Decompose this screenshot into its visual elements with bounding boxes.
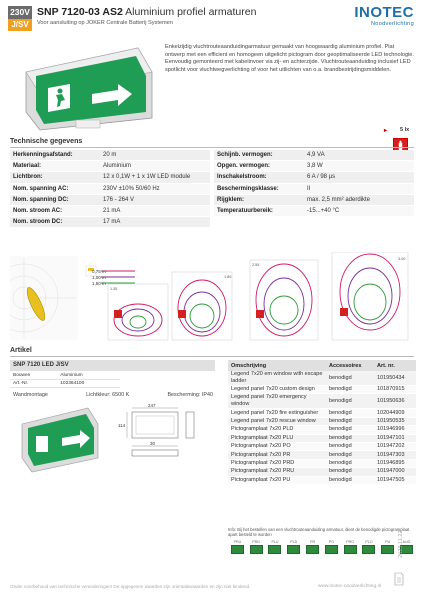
cell-artnr: 101870915 xyxy=(374,386,416,394)
cell-artnr: 101947303 xyxy=(374,451,416,459)
document-icon xyxy=(394,572,404,586)
color-temperature: Lichtkleur: 6500 K xyxy=(86,392,130,398)
cell-description: Pictogramplaat 7x20 PR xyxy=(228,451,326,459)
spec-key: Inschakelstroom: xyxy=(214,172,304,183)
cell-type: benodigd xyxy=(326,459,374,467)
isolux-height-label: 3.00 xyxy=(398,257,406,261)
dimension-height: 114 xyxy=(118,423,126,428)
cell-artnr: 101947000 xyxy=(374,468,416,476)
spec-row xyxy=(10,217,210,228)
accessories-note: Info: Bij het bestellen van een vluchtrouteaanduiding armatuur, dient de benodigde pictogramplaat apart besteld te worden xyxy=(228,527,410,538)
pictogram-icon xyxy=(287,545,300,554)
isolux-height-label: 1.35 xyxy=(110,287,118,291)
pictogram-label: PO xyxy=(328,540,334,544)
pictogram-item xyxy=(341,540,360,554)
spec-value: II xyxy=(304,183,414,194)
cell-type: benodigd xyxy=(326,394,374,409)
distance-value: 5 lx xyxy=(400,127,410,133)
cell-type: benodigd xyxy=(326,417,374,425)
distance-legend xyxy=(86,266,135,286)
spec-key: Rijgklem: xyxy=(214,194,304,205)
isolux-diagram xyxy=(332,252,408,340)
pictogram-icon xyxy=(268,545,281,554)
table-row xyxy=(228,459,416,467)
table-row xyxy=(228,394,416,409)
article-section-title: Artikel xyxy=(10,347,32,354)
page-title xyxy=(37,6,256,19)
dimension-depth: 30 xyxy=(150,441,156,446)
cell-type: benodigd xyxy=(326,434,374,442)
column-header: Accessoires xyxy=(326,360,374,371)
table-row xyxy=(228,451,416,459)
cell-description: Pictogramplaat 7x20 PRD xyxy=(228,459,326,467)
spec-row xyxy=(214,150,414,161)
top-view-drawing xyxy=(132,441,178,456)
table-row xyxy=(228,409,416,417)
cell-description: Legend panel 7x20 fire extinguisher xyxy=(228,409,326,417)
cell-description: Legend 7x20 em window with escape ladder xyxy=(228,371,326,386)
info-value: Aluminium xyxy=(57,372,120,380)
legend-label: 1,00 m xyxy=(92,275,106,280)
spec-row xyxy=(10,194,210,205)
legend-label: 1,50 m xyxy=(92,281,106,286)
light-distribution-diagrams xyxy=(10,252,414,344)
cell-description: Pictogramplaat 7x20 PLD xyxy=(228,426,326,434)
product-photo xyxy=(20,42,162,134)
pictogram-icon xyxy=(344,545,357,554)
cell-description: Legend panel 7x20 rescue window xyxy=(228,417,326,425)
spec-value: -15...+40 °C xyxy=(304,206,414,217)
footer-website: www.inotec-noodverlichting.nl xyxy=(318,584,382,589)
spec-value: 230V ±10% 50/60 Hz xyxy=(100,183,210,194)
cell-artnr: 102044909 xyxy=(374,409,416,417)
front-view-drawing xyxy=(118,403,178,438)
product-family: Aluminium profiel armaturen xyxy=(122,6,257,18)
pictogram-icon xyxy=(362,545,375,554)
section-divider xyxy=(10,356,414,357)
pictogram-label: PRO xyxy=(346,540,355,544)
cell-type: benodigd xyxy=(326,451,374,459)
spec-key: Nom. spanning AC: xyxy=(10,183,100,194)
brand-tagline: Noodverlichting xyxy=(370,21,414,27)
product-code: SNP 7120-03 AS2 xyxy=(37,6,123,18)
spec-row xyxy=(214,161,414,172)
isolux-diagram xyxy=(108,284,168,340)
spec-value: 21 mA xyxy=(100,206,210,217)
table-row xyxy=(228,386,416,394)
spec-row xyxy=(10,161,210,172)
spec-row xyxy=(10,206,210,217)
footer-disclaimer: Onder voorbehoud van technische veranderingen! De opgegeven waarden zijn orientatiewaarden en zijn niet bindend. xyxy=(10,584,251,589)
page-subtitle: Voor aansluiting op JOKER Centrale Batterij Systemen xyxy=(37,20,173,26)
table-row xyxy=(228,442,416,450)
spec-value: Aluminium xyxy=(100,161,210,172)
pictogram-item xyxy=(303,540,322,554)
cell-artnr: 101946996 xyxy=(374,426,416,434)
product-description: Enkelzijdig vluchtrouteaanduidingarmatuur gemaakt van hoogwaardig aluminium profiel. Plat ontwerp met een efficient en homogeen uitgelicht pictogram door geoptimaliseerde LED technologie. Eenvoudig gemonteerd met kabelinvoer via zij- en achterzijde. Vluchtrouteaanduiding inclusief LED spotlicht voor vluchtwegverlichting of voor het uitlichten van o.a. brandbestrijdingsmiddelen. xyxy=(165,44,414,73)
pictogram-item xyxy=(266,540,285,554)
pictogram-item xyxy=(228,540,247,554)
voltage-label: 230V xyxy=(8,6,32,19)
info-value: 102364100 xyxy=(57,380,120,388)
table-row xyxy=(10,380,120,388)
table-row xyxy=(228,417,416,425)
cell-artnr: 101947101 xyxy=(374,434,416,442)
pictogram-label: PLO xyxy=(365,540,373,544)
spec-table-right xyxy=(214,150,414,217)
ip-rating: Bescherming: IP40 xyxy=(167,392,213,398)
pictogram-label: PRU xyxy=(233,540,242,544)
table-row xyxy=(228,476,416,484)
spec-value: max. 2,5 mm² aderdikte xyxy=(304,194,414,205)
cell-type: benodigd xyxy=(326,371,374,386)
pictogram-icon xyxy=(306,545,319,554)
pictogram-item xyxy=(360,540,379,554)
legend-label: 0,75 m xyxy=(92,269,106,274)
tech-section-title: Technische gegevens xyxy=(10,138,83,145)
table-row xyxy=(228,434,416,442)
accessories-table xyxy=(228,360,416,485)
spec-row xyxy=(10,172,210,183)
info-key: Art.-Nr. xyxy=(10,380,57,388)
pictogram-item xyxy=(284,540,303,554)
spec-key: Lichtbron: xyxy=(10,172,100,183)
cell-description: Pictogramplaat 7x20 PLU xyxy=(228,434,326,442)
cell-artnr: 101950636 xyxy=(374,394,416,409)
spec-table-left xyxy=(10,150,210,228)
spec-value: 3,8 W xyxy=(304,161,414,172)
spec-value: 176 - 264 V xyxy=(100,194,210,205)
cell-type: benodigd xyxy=(326,476,374,484)
pictogram-icon xyxy=(231,545,244,554)
column-header: Omschrijving xyxy=(228,360,326,371)
isolux-diagram xyxy=(172,272,232,340)
spec-row xyxy=(214,194,414,205)
cell-description: Legend panel 7x20 custom design xyxy=(228,386,326,394)
table-row xyxy=(228,426,416,434)
cell-artnr: 101947202 xyxy=(374,442,416,450)
spec-value: 12 x 0,1W + 1 x 1W LED module xyxy=(100,172,210,183)
brand-logo xyxy=(354,5,414,27)
pictogram-icon xyxy=(250,545,263,554)
spec-value: 17 mA xyxy=(100,217,210,228)
spec-key: Opgen. vermogen: xyxy=(214,161,304,172)
cell-artnr: 101950535 xyxy=(374,417,416,425)
cell-type: benodigd xyxy=(326,426,374,434)
pictogram-icon xyxy=(325,545,338,554)
spec-value: 4,9 VA xyxy=(304,150,414,161)
spec-key: Nom. spanning DC: xyxy=(10,194,100,205)
info-key: Bouwen xyxy=(10,372,57,380)
article-properties xyxy=(13,392,213,398)
spec-key: Schijnb. vermogen: xyxy=(214,150,304,161)
distance-marker: ▸ xyxy=(384,128,388,134)
pictogram-icon xyxy=(381,545,394,554)
pictogram-label: PLU xyxy=(271,540,279,544)
cell-type: benodigd xyxy=(326,442,374,450)
table-row xyxy=(10,372,120,380)
cell-description: Pictogramplaat 7x20 PU xyxy=(228,476,326,484)
spec-key: Beschermingsklasse: xyxy=(214,183,304,194)
pictogram-item xyxy=(378,540,397,554)
pictogram-label: PU xyxy=(385,540,391,544)
spec-row xyxy=(10,183,210,194)
article-product-name: SNP 7120 LED J/SV xyxy=(10,360,215,371)
article-info-table xyxy=(10,372,120,388)
pictogram-label: AUG xyxy=(402,540,411,544)
mount-type: Wandmontage xyxy=(13,392,48,398)
column-header: Art. nr. xyxy=(374,360,416,371)
cell-artnr: 101950434 xyxy=(374,371,416,386)
system-label: J/SV xyxy=(8,19,32,31)
dimension-drawing xyxy=(20,402,220,482)
voltage-badge xyxy=(8,6,32,31)
spec-row xyxy=(214,183,414,194)
spec-row xyxy=(214,172,414,183)
cell-type: benodigd xyxy=(326,386,374,394)
table-row xyxy=(228,371,416,386)
cell-artnr: 101947505 xyxy=(374,476,416,484)
isolux-height-label: 1.80 xyxy=(224,275,232,279)
spec-key: Materiaal: xyxy=(10,161,100,172)
table-header xyxy=(228,360,416,371)
spec-key: Nom. stroom DC: xyxy=(10,217,100,228)
pictogram-item xyxy=(247,540,266,554)
spec-key: Temperatuurbereik: xyxy=(214,206,304,217)
brand-name: INOTEC xyxy=(354,4,414,21)
spec-key: Herkenningsafstand: xyxy=(10,150,100,161)
table-row xyxy=(228,468,416,476)
cell-description: Legend panel 7x20 emergency window xyxy=(228,394,326,409)
spec-value: 20 m xyxy=(100,150,210,161)
isolux-diagram xyxy=(250,260,318,340)
pictogram-label: PLD xyxy=(290,540,298,544)
cell-type: benodigd xyxy=(326,409,374,417)
spec-row xyxy=(10,150,210,161)
cell-type: benodigd xyxy=(326,468,374,476)
isolux-height-label: 2.55 xyxy=(252,263,260,267)
pictogram-row xyxy=(228,540,416,554)
pictogram-label: PRD xyxy=(252,540,260,544)
spec-value: 6 A / 98 µs xyxy=(304,172,414,183)
spec-row xyxy=(214,206,414,217)
cell-description: Pictogramplaat 7x20 PO xyxy=(228,442,326,450)
spec-key: Nom. stroom AC: xyxy=(10,206,100,217)
cell-description: Pictogramplaat 7x20 PRU xyxy=(228,468,326,476)
lamp-photo xyxy=(22,408,98,472)
pictogram-item xyxy=(322,540,341,554)
section-divider xyxy=(10,147,414,148)
polar-diagram xyxy=(10,256,78,340)
pictogram-label: PR xyxy=(310,540,316,544)
side-view-drawing xyxy=(186,412,194,438)
document-date: 2023.11.22 xyxy=(398,530,404,558)
dimension-width: 247 xyxy=(148,403,156,408)
cell-artnr: 101946895 xyxy=(374,459,416,467)
